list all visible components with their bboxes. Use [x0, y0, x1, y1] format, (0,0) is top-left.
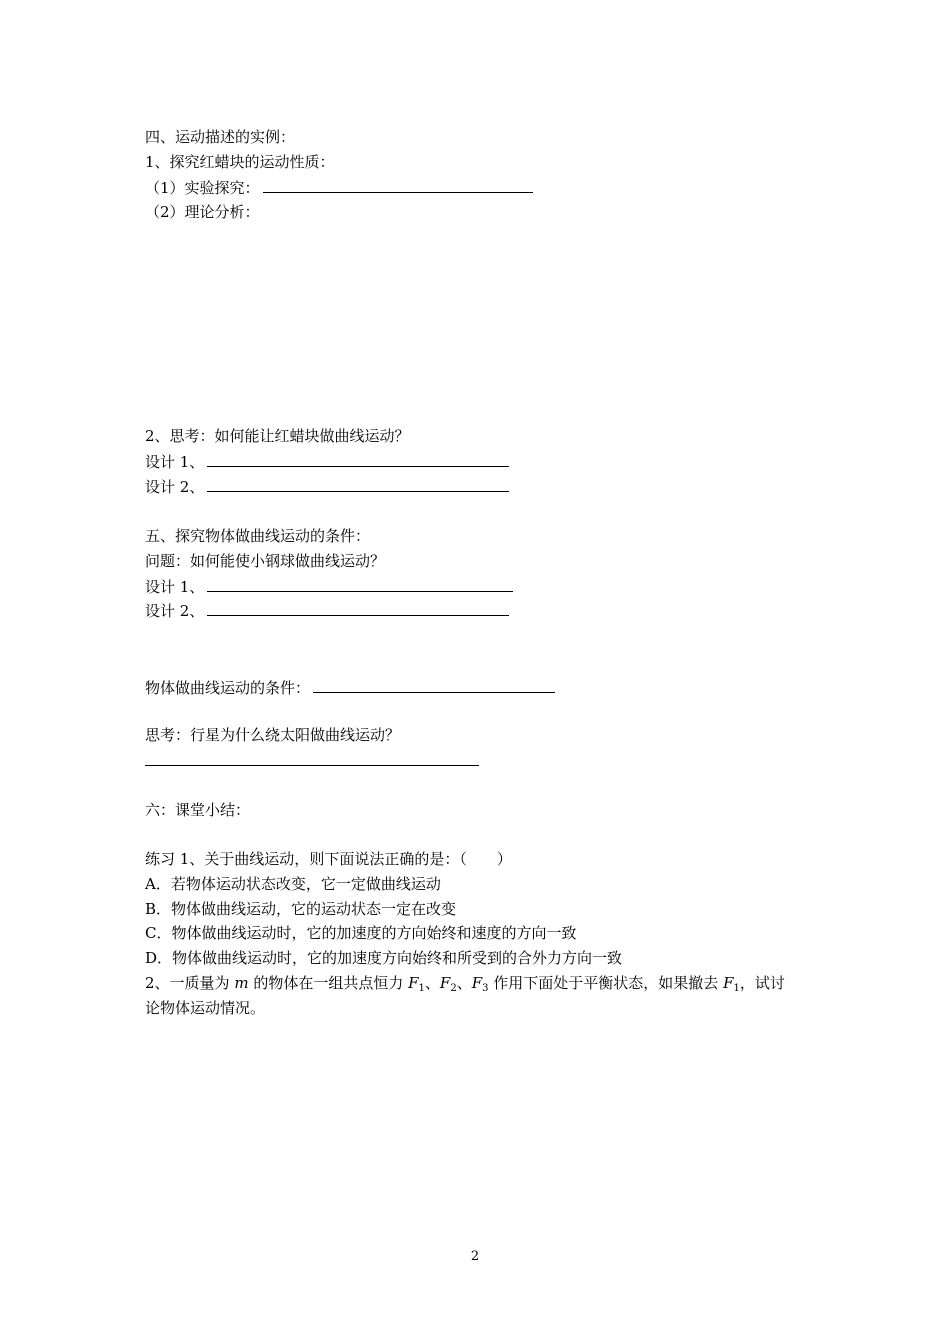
ex2-sep-2: 、	[456, 974, 472, 992]
ex2-sub-4: 1	[733, 983, 740, 994]
think-question: 思考：行星为什么绕太阳做曲线运动？	[145, 726, 401, 744]
section-5-design-1-label: 设计 1、	[145, 578, 205, 596]
answer-blank-think[interactable]	[145, 765, 479, 766]
question-1: 1、探究红蜡块的运动性质：	[145, 153, 335, 171]
ex2-sep-1: 、	[424, 974, 440, 992]
design-2-label: 设计 2、	[145, 478, 205, 496]
exercise-1-option-c: C．物体做曲线运动时，它的加速度的方向始终和速度的方向一致	[145, 924, 577, 942]
page-number: 2	[470, 1249, 480, 1264]
ex2-sub-2: 2	[450, 983, 457, 994]
exercise-2-line-1	[145, 973, 785, 993]
section-6-title: 六：课堂小结：	[145, 801, 251, 819]
exercise-2-line-2: 论物体运动情况。	[145, 999, 266, 1017]
section-4-title: 四、运动描述的实例：	[145, 128, 296, 146]
condition-label: 物体做曲线运动的条件：	[145, 679, 311, 697]
answer-blank-condition[interactable]	[313, 677, 555, 693]
exercise-1-option-b: B．物体做曲线运动，它的运动状态一定在改变	[145, 900, 457, 918]
design-1-label: 设计 1、	[145, 453, 205, 471]
section-5-design-2-label: 设计 2、	[145, 602, 205, 620]
ex2-text-1: 2、一质量为	[145, 974, 235, 992]
answer-blank-design-2[interactable]	[207, 476, 509, 492]
ex2-sub-1: 1	[418, 983, 425, 994]
section-5-design-2-row	[145, 600, 509, 620]
condition-row	[145, 677, 555, 697]
answer-blank-experiment[interactable]	[263, 177, 533, 193]
design-2-row	[145, 476, 509, 496]
section-5-title: 五、探究物体做曲线运动的条件：	[145, 527, 371, 545]
question-1-1-label: （1）实验探究：	[145, 179, 260, 197]
section-5-question: 问题：如何能使小钢球做曲线运动？	[145, 552, 386, 570]
question-1-1	[145, 177, 533, 197]
exercise-1-stem: 练习 1、关于曲线运动，则下面说法正确的是：（ ）	[145, 850, 512, 868]
ex2-text-4: ，试讨	[739, 974, 785, 992]
ex2-var-m: m	[234, 974, 249, 992]
design-1-row	[145, 451, 509, 471]
exercise-1-option-a: A．若物体运动状态改变，它一定做曲线运动	[145, 875, 441, 893]
ex2-text-3: 作用下面处于平衡状态，如果撤去	[488, 974, 724, 992]
ex2-var-f1: F	[408, 974, 419, 992]
question-1-2: （2）理论分析：	[145, 203, 260, 221]
ex2-var-f2: F	[439, 974, 451, 992]
ex2-sub-3: 3	[482, 983, 489, 994]
question-2: 2、思考：如何能让红蜡块做曲线运动？	[145, 427, 410, 445]
answer-blank-s5-design-1[interactable]	[207, 576, 513, 592]
section-5-design-1-row	[145, 576, 513, 596]
answer-blank-s5-design-2[interactable]	[207, 600, 509, 616]
answer-blank-design-1[interactable]	[207, 451, 509, 467]
ex2-text-2: 的物体在一组共点恒力	[248, 974, 409, 992]
ex2-var-f3: F	[471, 974, 483, 992]
ex2-var-f1-removed: F	[723, 974, 734, 992]
exercise-1-option-d: D．物体做曲线运动时，它的加速度方向始终和所受到的合外力方向一致	[145, 949, 623, 967]
